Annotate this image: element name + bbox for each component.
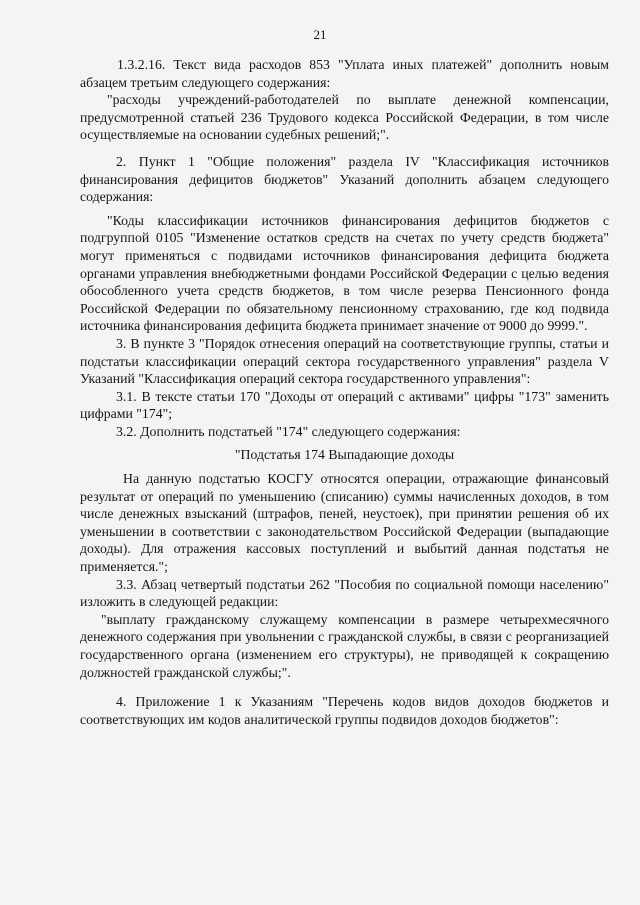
paragraph-subarticle-174-text: На данную подстатью КОСГУ относятся операции, отражающие финансовый результат от операций по уменьшению (списанию) суммы начисленных доходов, в том числе денежных взысканий (штрафов, пеней, неустоек), при принятии решения об их уменьшении в соответствии с законодательством Российской Федерации (выпадающие доходы). Для отражения кассовых поступлений и выбытий данная подстатья не применяется."; (80, 471, 609, 575)
subarticle-heading-174: "Подстатья 174 Выпадающие доходы (234, 447, 455, 463)
paragraph-item-4: 4. Приложение 1 к Указаниям "Перечень кодов видов доходов бюджетов и соответствующих им кодов аналитической группы подвидов доходов бюджетов": (80, 694, 609, 727)
paragraph-item-3: 3. В пункте 3 "Порядок отнесения операций на соответствующие группы, статьи и подстатьи классификации операций сектора государственного управления" раздела V Указаний "Классификация операций сектора государственного управления": (80, 335, 609, 387)
paragraph-item-2: 2. Пункт 1 "Общие положения" раздела IV "Классификация источников финансирования дефицитов бюджетов" Указаний дополнить абзацем следующего содержания: (80, 153, 609, 205)
document-body (80, 56, 609, 728)
paragraph-1-3-2-16: 1.3.2.16. Текст вида расходов 853 "Уплата иных платежей" дополнить новым абзацем третьим следующего содержания: (80, 57, 609, 90)
page-number: 21 (313, 27, 327, 42)
quoted-paragraph-compensation: "выплату гражданскому служащему компенсации в размере четырехмесячного денежного содержания при увольнении с гражданской службы, в связи с реорганизацией государственного органа (изменением его структуры), не приводящей к сокращению должностей гражданской службы;". (80, 611, 609, 680)
quoted-paragraph-expenses: "расходы учреждений-работодателей по выплате денежной компенсации, предусмотренной статьей 236 Трудового кодекса Российской Федерации, в том числе осуществляемые на основании судебных решений;". (80, 92, 609, 143)
paragraph-item-3-1: 3.1. В тексте статьи 170 "Доходы от операций с активами" цифры "173" заменить цифрами "174"; (80, 388, 609, 422)
quoted-paragraph-source-codes: "Коды классификации источников финансирования дефицитов бюджетов с подгруппой 0105 "Изменение остатков средств на счетах по учету средств бюджета" могут применяться с подвидами источников финансирования дефицита бюджета органами управления внебюджетными фондами Российской Федерации с целью ведения обособленного учета средств бюджетов, в том числе резерва Пенсионного фонда Российской Федерации по обязательному пенсионному страхованию, где код подвида источника финансирования дефицита бюджета принимает значение от 9000 до 9999.". (80, 212, 609, 334)
paragraph-item-3-2: 3.2. Дополнить подстатьей "174" следующего содержания: (116, 423, 461, 439)
paragraph-item-3-3: 3.3. Абзац четвертый подстатьи 262 "Пособия по социальной помощи населению" изложить в следующей редакции: (80, 576, 609, 610)
